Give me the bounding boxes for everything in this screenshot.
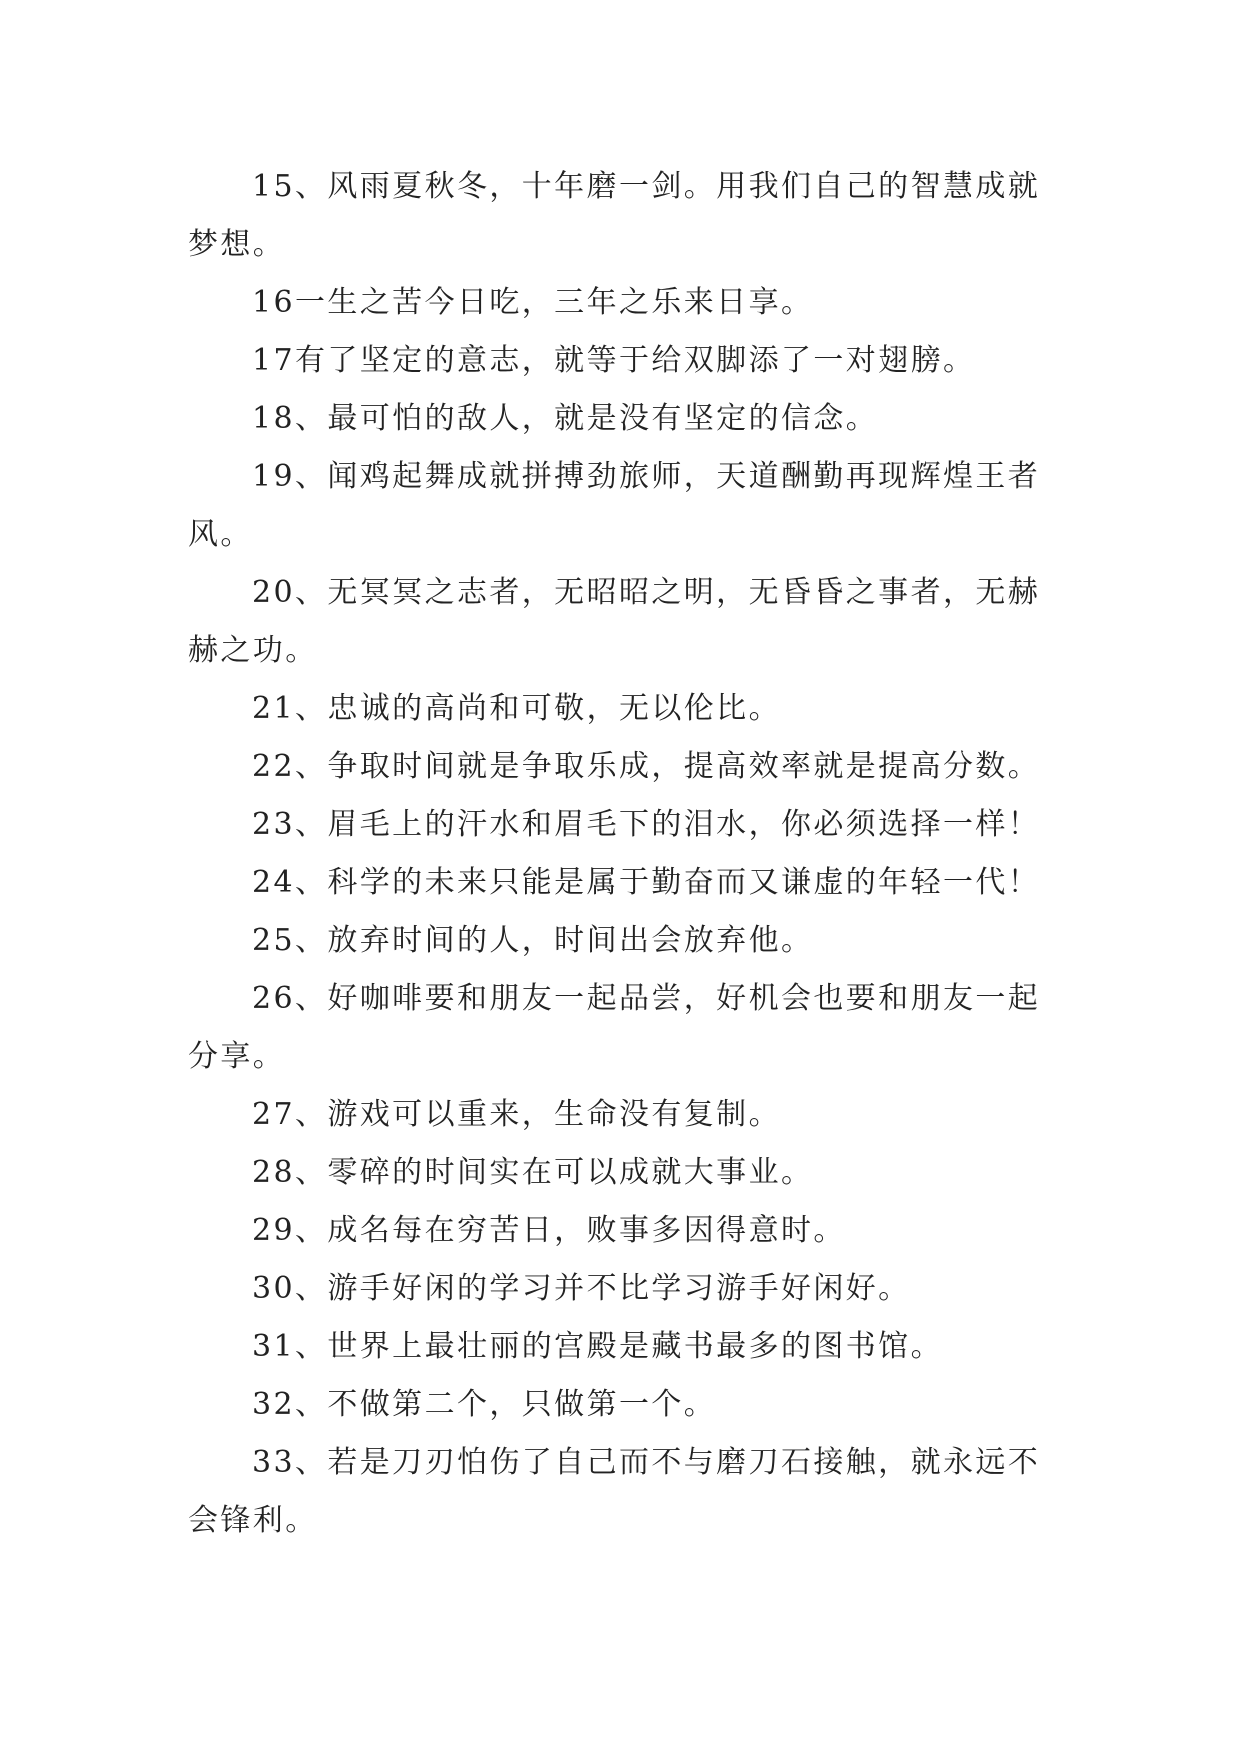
- quote-paragraph-21: 21、忠诚的高尚和可敬，无以伦比。: [252, 691, 781, 726]
- quote-paragraph-25: 25、放弃时间的人，时间出会放弃他。: [252, 923, 814, 958]
- quote-paragraph-32: 32、不做第二个，只做第一个。: [252, 1387, 717, 1422]
- quote-paragraph-31: 31、世界上最壮丽的宫殿是藏书最多的图书馆。: [252, 1329, 943, 1364]
- quote-paragraph-16: 16一生之苦今日吃，三年之乐来日享。: [252, 285, 814, 320]
- quote-paragraph-22: 22、争取时间就是争取乐成，提高效率就是提高分数。: [252, 749, 1041, 784]
- quote-paragraph-27: 27、游戏可以重来，生命没有复制。: [252, 1097, 781, 1132]
- quote-paragraph-30: 30、游手好闲的学习并不比学习游手好闲好。: [252, 1271, 911, 1306]
- quote-paragraph-24: 24、科学的未来只能是属于勤奋而又谦虚的年轻一代！: [252, 865, 1041, 900]
- quote-paragraph-19: 19、闻鸡起舞成就拼搏劲旅师，天道酬勤再现辉煌王者风。: [188, 459, 1041, 552]
- quote-paragraph-20: 20、无冥冥之志者，无昭昭之明，无昏昏之事者，无赫赫之功。: [188, 575, 1041, 668]
- quote-paragraph-33: 33、若是刀刃怕伤了自己而不与磨刀石接触，就永远不会锋利。: [188, 1445, 1041, 1538]
- quote-paragraph-23: 23、眉毛上的汗水和眉毛下的泪水，你必须选择一样！: [252, 807, 1041, 842]
- quote-paragraph-28: 28、零碎的时间实在可以成就大事业。: [252, 1155, 814, 1190]
- document-body: [188, 158, 1046, 1550]
- quote-paragraph-29: 29、成名每在穷苦日，败事多因得意时。: [252, 1213, 846, 1248]
- quote-paragraph-17: 17有了坚定的意志，就等于给双脚添了一对翅膀。: [252, 343, 976, 378]
- quote-paragraph-18: 18、最可怕的敌人，就是没有坚定的信念。: [252, 401, 879, 436]
- quote-paragraph-15: 15、风雨夏秋冬，十年磨一剑。用我们自己的智慧成就梦想。: [188, 169, 1041, 262]
- quote-paragraph-26: 26、好咖啡要和朋友一起品尝，好机会也要和朋友一起分享。: [188, 981, 1041, 1074]
